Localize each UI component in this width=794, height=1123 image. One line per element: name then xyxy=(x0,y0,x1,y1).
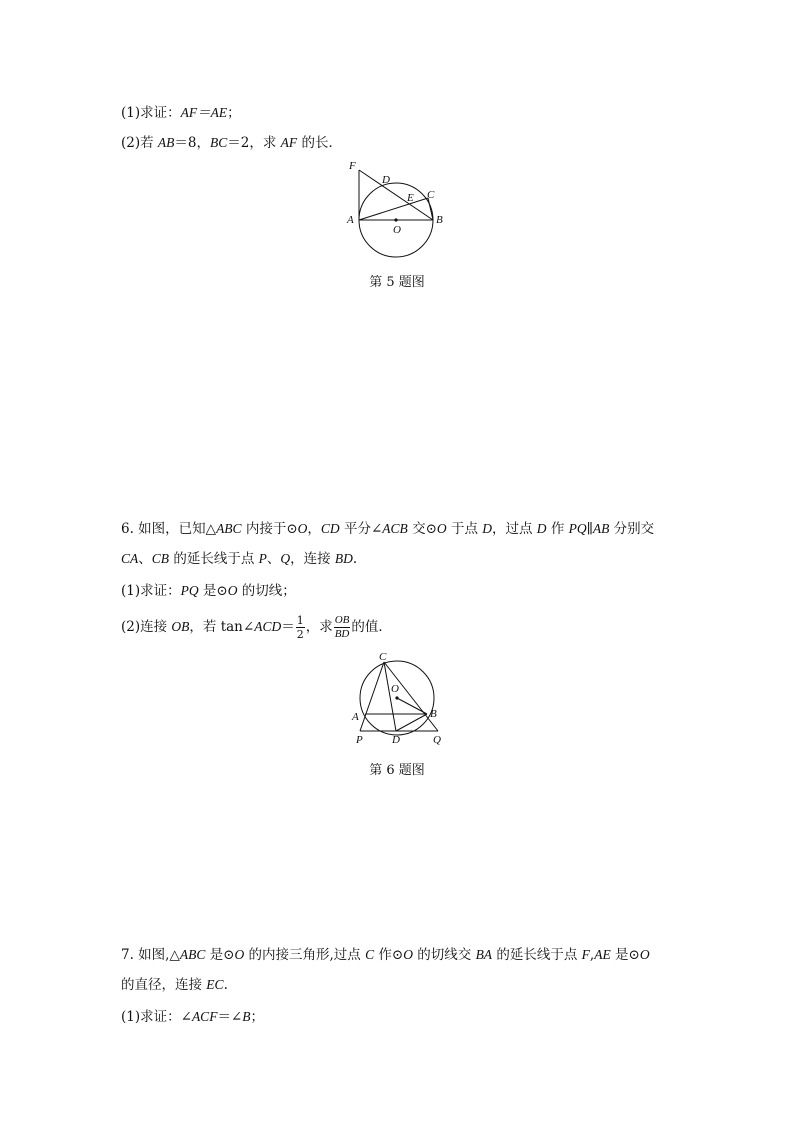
problem6-part1: (1)求证：PQ 是⊙O 的切线； xyxy=(121,583,296,599)
fraction-one-half: $\frac{1}{2}$ xyxy=(296,614,304,641)
label-a: A xyxy=(352,711,359,723)
label-e: E xyxy=(407,192,414,204)
label-a: A xyxy=(347,214,354,226)
label-b: B xyxy=(436,214,443,226)
segment-cd xyxy=(384,662,396,731)
fraction-ob-bd: $\frac{OB}{BD}$ xyxy=(334,614,350,640)
segment-ac xyxy=(359,198,428,220)
label-f: F xyxy=(349,160,356,172)
figure5-caption: 第 5 题图 xyxy=(369,275,425,290)
problem7-line1: 7. 如图,△ABC 是⊙O 的内接三角形,过点 C 作⊙O 的切线交 BA 的延长线于点 F,AE 是⊙O xyxy=(121,947,650,963)
problem6-part2: (2)连接 OB，若 tan∠ACD＝ $\frac{1}{2}$ ，求 $\frac{OB}{BD}$ 的值． xyxy=(121,614,392,641)
problem5-part2: (2)若 AB＝8，BC＝2，求 AF 的长． xyxy=(121,135,342,151)
label-q: Q xyxy=(433,734,441,746)
label-c: C xyxy=(379,651,387,663)
problem6-line2: CA、CB 的延长线于点 P、Q，连接 BD. xyxy=(121,551,358,567)
problem7-part1: (1)求证：∠ACF＝∠B； xyxy=(121,1009,264,1025)
problem6-line1: 6. 如图，已知△ABC 内接于⊙O，CD 平分∠ACB 交⊙O 于点 D，过点 D 作 PQ∥AB 分别交 xyxy=(121,521,655,537)
label-p: P xyxy=(356,734,363,746)
segment-bd xyxy=(396,714,427,731)
segment-ob xyxy=(397,698,427,714)
label-d: D xyxy=(382,174,390,186)
figure6-caption: 第 6 题图 xyxy=(369,763,425,778)
label-c: C xyxy=(427,189,435,201)
label-b: B xyxy=(430,708,437,720)
segment-cp xyxy=(360,662,384,731)
problem6-figure xyxy=(345,645,450,750)
label-d: D xyxy=(392,734,400,746)
problem5-part1: (1)求证：AF＝AE； xyxy=(121,105,241,121)
segment-cq xyxy=(384,662,438,731)
segment-fb xyxy=(359,170,433,220)
center-point xyxy=(395,696,398,699)
problem5-figure xyxy=(340,155,460,265)
label-o: O xyxy=(393,224,401,236)
problem7-line2: 的直径，连接 EC. xyxy=(121,977,228,993)
label-o: O xyxy=(391,683,399,695)
center-point xyxy=(394,218,397,221)
